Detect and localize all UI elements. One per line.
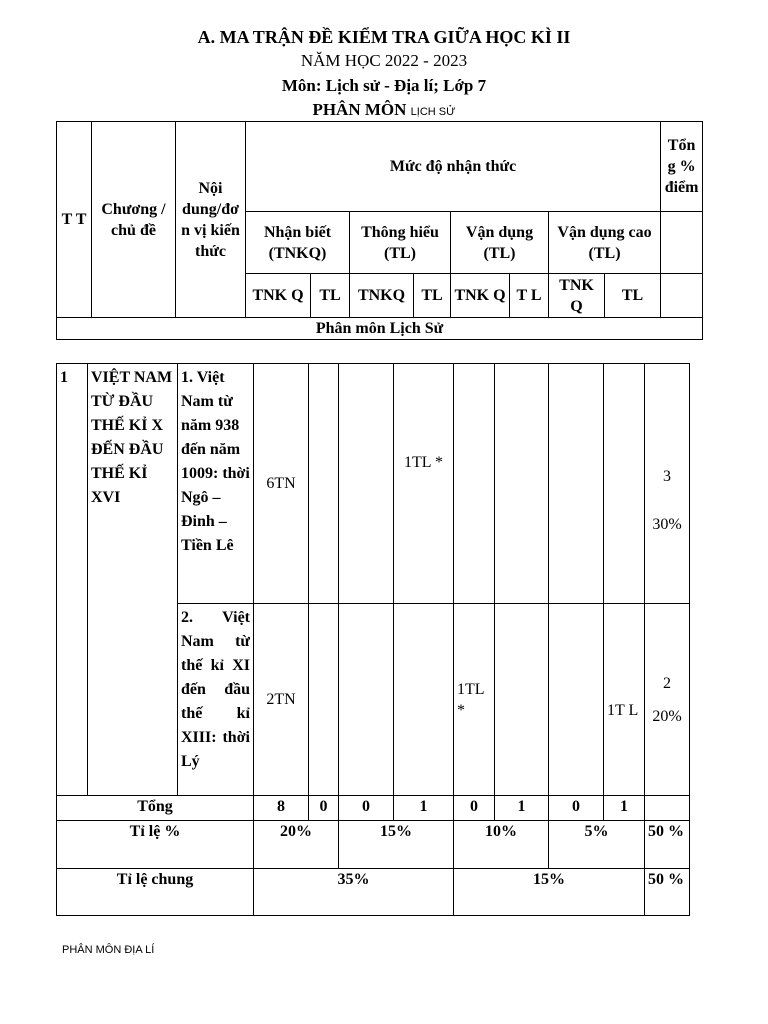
cell bbox=[495, 604, 549, 796]
header-content: Nội dung/đơ n vị kiến thức bbox=[176, 122, 246, 318]
ratio-value: 5% bbox=[549, 821, 645, 869]
ratio-value: 15% bbox=[339, 821, 454, 869]
cell bbox=[339, 364, 394, 604]
sum-value: 8 bbox=[254, 796, 309, 821]
part-prefix: PHÂN MÔN bbox=[312, 100, 407, 119]
cell: 1TL * bbox=[394, 364, 454, 604]
sub-header: TNK Q bbox=[549, 274, 605, 318]
ratio-value: 10% bbox=[454, 821, 549, 869]
sub-header: TNK Q bbox=[246, 274, 311, 318]
cell bbox=[549, 604, 604, 796]
header-chapter: Chương / chủ đề bbox=[92, 122, 176, 318]
common-value: 35% bbox=[254, 869, 454, 916]
row-total-count: 3 bbox=[663, 468, 671, 485]
cell: 1TL * bbox=[454, 604, 495, 796]
sum-value: 0 bbox=[339, 796, 394, 821]
header-total: Tổn g % điểm bbox=[661, 122, 703, 212]
doc-title: A. MA TRẬN ĐỀ KIỂM TRA GIỮA HỌC KÌ II bbox=[197, 27, 571, 47]
common-label: Tỉ lệ chung bbox=[57, 869, 254, 916]
sub-header: TL bbox=[605, 274, 661, 318]
cell bbox=[309, 604, 339, 796]
row-content: 2. Việt Nam từ thế kỉ XI đến đầu thế kỉ XIII: thời Lý bbox=[178, 604, 254, 796]
row-total-pct: 20% bbox=[652, 707, 682, 725]
row-chapter: VIỆT NAM TỪ ĐẦU THẾ KỈ X ĐẾN ĐẦU THẾ KỈ XVI bbox=[88, 364, 178, 796]
level-recognize: Nhận biết (TNKQ) bbox=[246, 212, 350, 274]
common-total: 50 % bbox=[645, 869, 690, 916]
sum-value: 1 bbox=[394, 796, 454, 821]
cell bbox=[495, 364, 549, 604]
footer-section-title: PHÂN MÔN ĐỊA LÍ bbox=[62, 944, 155, 956]
row-content: 1. Việt Nam từ năm 938 đến năm 1009: thời Ngô – Đinh – Tiền Lê bbox=[178, 364, 254, 604]
cell: 1T L bbox=[604, 604, 645, 796]
sum-label: Tổng bbox=[57, 796, 254, 821]
sub-header: T L bbox=[510, 274, 549, 318]
sub-header: TL bbox=[414, 274, 451, 318]
ratio-total: 50 % bbox=[645, 821, 690, 869]
row-total-count: 2 bbox=[663, 674, 671, 692]
sum-value: 0 bbox=[454, 796, 495, 821]
sum-value: 1 bbox=[604, 796, 645, 821]
sub-header: TNK Q bbox=[451, 274, 510, 318]
ratio-value: 20% bbox=[254, 821, 339, 869]
school-year: NĂM HỌC 2022 - 2023 bbox=[300, 51, 468, 70]
section-title: Phân môn Lịch Sử bbox=[57, 318, 703, 340]
row-total-pct: 30% bbox=[652, 516, 682, 533]
sub-header: TL bbox=[311, 274, 350, 318]
cell bbox=[549, 364, 604, 604]
subject: Môn: Lịch sử - Địa lí; Lớp 7 bbox=[281, 76, 487, 95]
header-tt: T T bbox=[57, 122, 92, 318]
cell bbox=[604, 364, 645, 604]
sum-value: 0 bbox=[549, 796, 604, 821]
cell: 2TN bbox=[254, 604, 309, 796]
sum-value: 0 bbox=[309, 796, 339, 821]
level-apply-high: Vận dụng cao (TL) bbox=[549, 212, 661, 274]
content-table bbox=[56, 363, 690, 916]
sub-header: TNKQ bbox=[350, 274, 414, 318]
cell: 6TN bbox=[254, 364, 309, 604]
cell bbox=[454, 364, 495, 604]
common-value: 15% bbox=[454, 869, 645, 916]
part-title bbox=[0, 100, 768, 120]
level-understand: Thông hiểu (TL) bbox=[350, 212, 451, 274]
header-table bbox=[56, 121, 703, 340]
level-apply: Vận dụng (TL) bbox=[451, 212, 549, 274]
ratio-label: Tỉ lệ % bbox=[57, 821, 254, 869]
cell bbox=[394, 604, 454, 796]
part-suffix: LỊCH SỬ bbox=[410, 106, 456, 118]
header-level: Mức độ nhận thức bbox=[246, 122, 661, 212]
cell bbox=[309, 364, 339, 604]
cell bbox=[339, 604, 394, 796]
row-tt: 1 bbox=[57, 364, 88, 796]
sum-value: 1 bbox=[495, 796, 549, 821]
